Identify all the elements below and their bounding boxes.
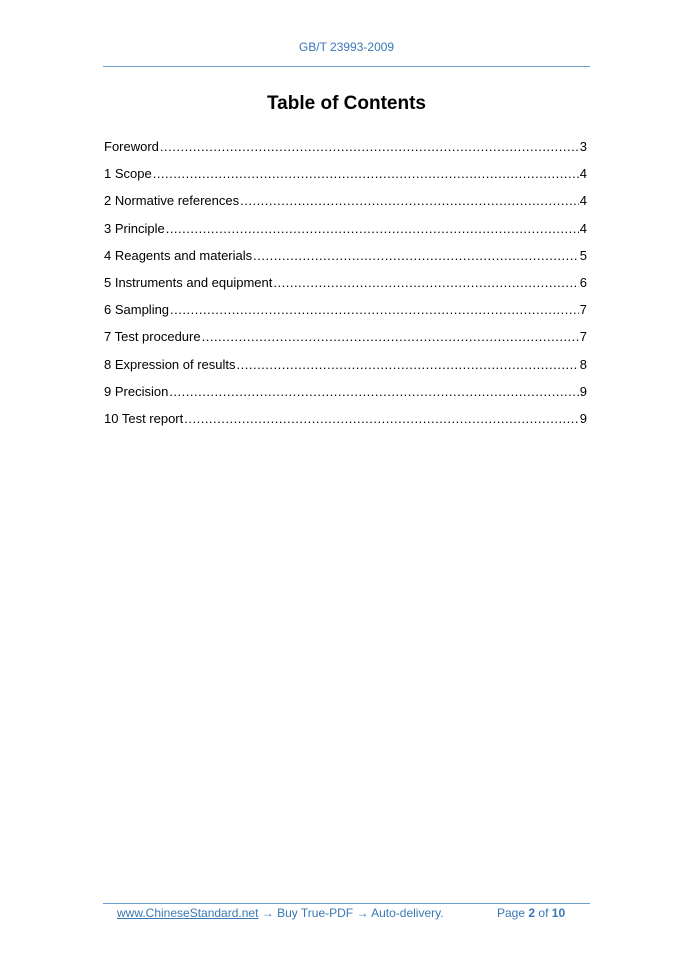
toc-entry-page: 5 <box>579 247 587 263</box>
toc-entry-title: 4 Reagents and materials <box>104 247 253 263</box>
toc-entry-page: 3 <box>579 139 587 154</box>
header-divider <box>103 66 590 67</box>
toc-entry-title: 7 Test procedure <box>104 329 201 345</box>
document-header-title: GB/T 23993-2009 <box>298 40 395 54</box>
toc-entry-expression-of-results[interactable] <box>104 355 587 382</box>
toc-entry-page: 6 <box>579 274 587 290</box>
footer-divider <box>103 903 590 904</box>
toc-entry-page: 9 <box>579 383 587 399</box>
footer-promo-text: → Buy True-PDF → Auto-delivery. <box>258 906 444 920</box>
toc-dot-leader <box>273 273 578 293</box>
toc-dot-leader <box>153 164 579 184</box>
toc-dot-leader <box>184 409 579 429</box>
toc-entry-title: 2 Normative references <box>104 193 240 209</box>
toc-dot-leader <box>202 327 579 347</box>
total-page-number: 10 <box>551 906 566 920</box>
page-label: Page <box>497 906 526 920</box>
footer-promo <box>117 906 444 920</box>
toc-entry-sampling[interactable] <box>104 300 587 327</box>
toc-entry-title: 6 Sampling <box>104 302 170 318</box>
toc-entry-page: 9 <box>579 410 587 426</box>
page-of-label: of <box>538 906 549 920</box>
toc-entry-title: 1 Scope <box>104 166 152 182</box>
toc-entry-page: 4 <box>579 220 587 236</box>
toc-entry-page: 8 <box>579 356 587 372</box>
toc-entry-page: 7 <box>579 329 587 345</box>
toc-entry-instruments-and-equipment[interactable] <box>104 273 587 300</box>
toc-dot-leader <box>170 300 579 320</box>
toc-entry-page: 4 <box>579 193 587 209</box>
toc-entry-test-report[interactable] <box>104 409 587 436</box>
toc-entry-foreword[interactable] <box>104 137 587 164</box>
toc-entry-title: 5 Instruments and equipment <box>104 274 273 290</box>
toc-dot-leader <box>169 382 578 402</box>
toc-dot-leader <box>166 219 579 239</box>
website-link[interactable]: www.ChineseStandard.net <box>117 906 259 920</box>
toc-dot-leader <box>253 246 579 266</box>
toc-entry-page: 4 <box>579 166 587 182</box>
toc-dot-leader <box>160 137 579 157</box>
toc-entry-normative-references[interactable] <box>104 191 587 218</box>
toc-entry-title: 9 Precision <box>104 383 169 399</box>
toc-entry-page: 7 <box>579 302 587 318</box>
toc-dot-leader <box>240 191 579 211</box>
table-of-contents <box>104 137 587 436</box>
toc-dot-leader <box>237 355 579 375</box>
toc-entry-principle[interactable] <box>104 219 587 246</box>
toc-entry-title: 10 Test report <box>104 410 184 426</box>
toc-entry-precision[interactable] <box>104 382 587 409</box>
toc-entry-title: 3 Principle <box>104 220 165 236</box>
toc-entry-title: 8 Expression of results <box>104 356 236 372</box>
toc-entry-title: Foreword <box>104 139 159 154</box>
current-page-number: 2 <box>528 906 536 920</box>
toc-entry-reagents-and-materials[interactable] <box>104 246 587 273</box>
toc-entry-test-procedure[interactable] <box>104 327 587 354</box>
toc-entry-scope[interactable] <box>104 164 587 191</box>
page-indicator <box>497 906 565 920</box>
toc-heading: Table of Contents <box>266 93 427 114</box>
